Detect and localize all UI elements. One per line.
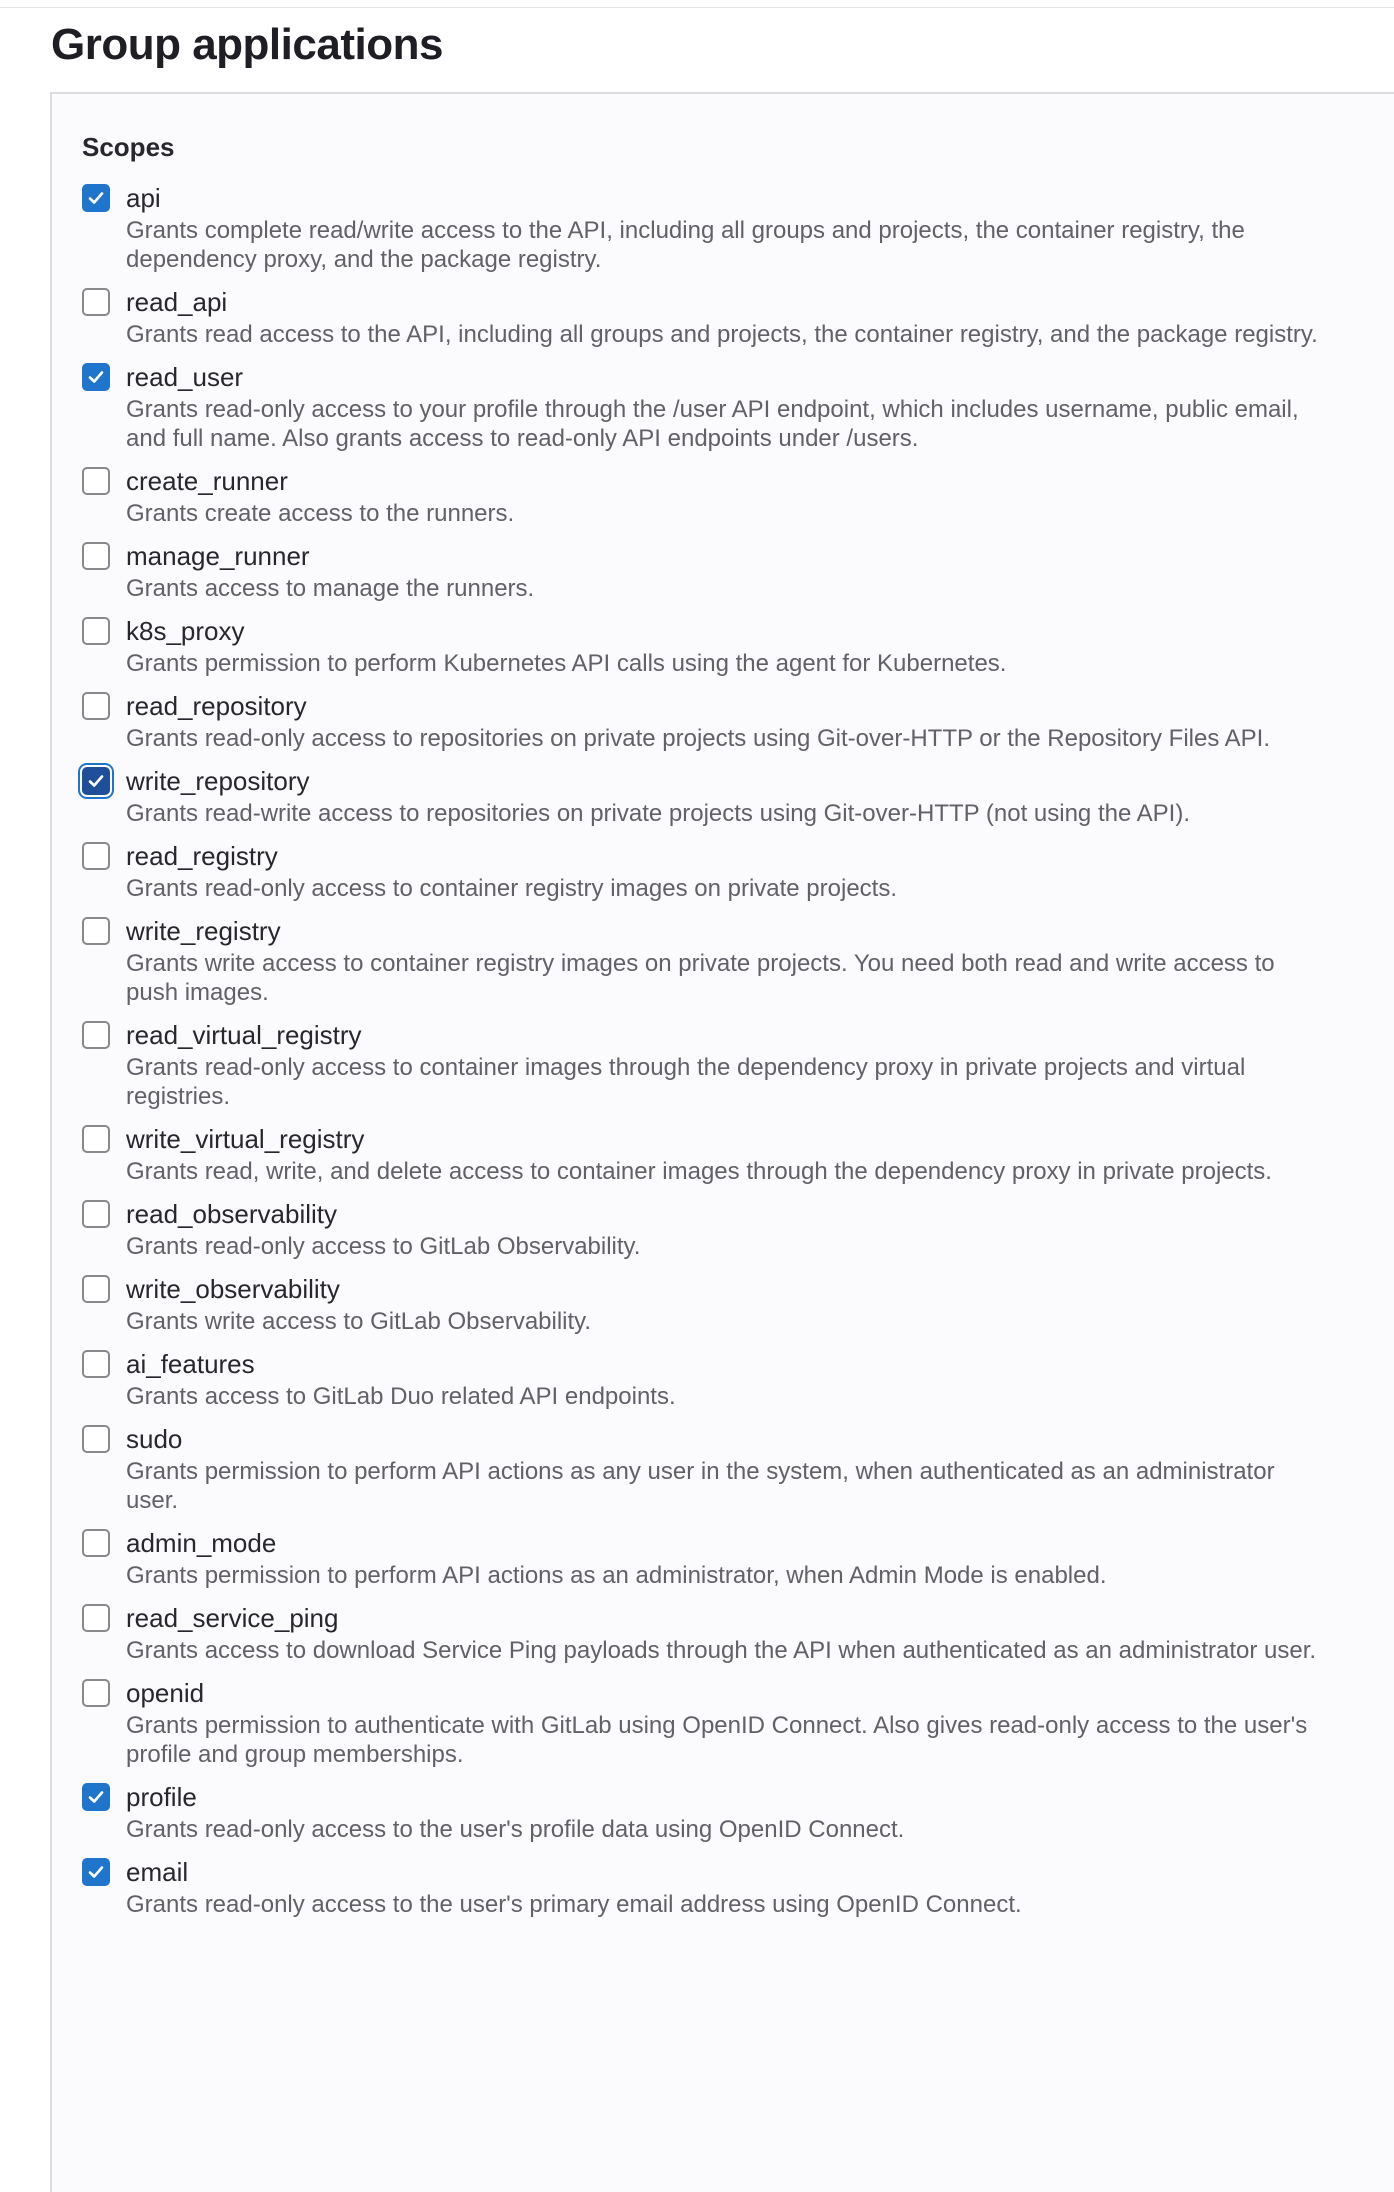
scope-item-ai-features	[82, 1346, 1282, 1411]
checkmark-icon	[86, 367, 106, 387]
scope-checkbox[interactable]	[82, 1604, 110, 1632]
scope-item-sudo	[82, 1421, 1282, 1515]
scope-name[interactable]: read_user	[126, 362, 244, 392]
scope-name[interactable]: profile	[126, 1782, 197, 1812]
scope-item-admin-mode	[82, 1525, 1282, 1590]
scope-name[interactable]: read_registry	[126, 841, 278, 871]
scope-checkbox[interactable]	[82, 1021, 110, 1049]
scope-checkbox[interactable]	[82, 1350, 110, 1378]
scope-description: Grants access to download Service Ping payloads through the API when authenticated as an administrator user.	[126, 1637, 1317, 1664]
scope-checkbox[interactable]	[82, 617, 110, 645]
scope-checkbox[interactable]	[82, 1125, 110, 1153]
scope-checkbox[interactable]	[82, 767, 110, 795]
scopes-label: Scopes	[82, 132, 175, 162]
scope-item-write-virtual-registry	[82, 1121, 1282, 1186]
scope-description: Grants write access to container registry images on private projects. You need both read and write access to push images.	[126, 950, 1275, 1006]
scope-item-write-registry	[82, 913, 1282, 1007]
scope-description: Grants permission to perform Kubernetes API calls using the agent for Kubernetes.	[126, 650, 1007, 677]
scope-item-write-repository	[82, 763, 1282, 828]
scope-checkbox[interactable]	[82, 692, 110, 720]
scope-name[interactable]: read_api	[126, 287, 228, 317]
scope-checkbox[interactable]	[82, 184, 110, 212]
scope-name[interactable]: read_service_ping	[126, 1603, 339, 1633]
scope-list	[82, 180, 1318, 1929]
scope-description: Grants read-only access to your profile through the /user API endpoint, which includes username, public email, and full name. Also grants access to read-only API endpoints under /users.	[126, 396, 1299, 452]
scope-name[interactable]: write_registry	[126, 916, 281, 946]
scope-item-write-observability	[82, 1271, 1282, 1336]
scope-item-email	[82, 1854, 1282, 1919]
scope-description: Grants read access to the API, including all groups and projects, the container registry, and the package registry.	[126, 321, 1318, 348]
scope-name[interactable]: sudo	[126, 1424, 183, 1454]
scope-item-read-api	[82, 284, 1318, 349]
scope-name[interactable]: openid	[126, 1678, 205, 1708]
scope-checkbox[interactable]	[82, 1783, 110, 1811]
scope-checkbox[interactable]	[82, 1200, 110, 1228]
scope-description: Grants write access to GitLab Observability.	[126, 1308, 592, 1335]
scope-item-read-observability	[82, 1196, 1282, 1261]
scope-name[interactable]: email	[126, 1857, 189, 1887]
scope-name[interactable]: admin_mode	[126, 1528, 277, 1558]
scope-checkbox[interactable]	[82, 288, 110, 316]
scope-name[interactable]: write_repository	[126, 766, 310, 796]
scope-name[interactable]: write_virtual_registry	[126, 1124, 365, 1154]
scope-description: Grants read, write, and delete access to container images through the dependency proxy in private projects.	[126, 1158, 1272, 1185]
scope-description: Grants read-only access to container images through the dependency proxy in private projects and virtual registries.	[126, 1054, 1246, 1110]
scope-item-read-registry	[82, 838, 1282, 903]
scope-item-read-repository	[82, 688, 1282, 753]
top-border	[0, 0, 1394, 8]
scope-item-k8s-proxy	[82, 613, 1282, 678]
scope-description: Grants read-only access to the user's primary email address using OpenID Connect.	[126, 1891, 1022, 1918]
scope-description: Grants complete read/write access to the API, including all groups and projects, the container registry, the dependency proxy, and the package registry.	[126, 217, 1245, 273]
scope-checkbox[interactable]	[82, 467, 110, 495]
scope-item-read-user	[82, 359, 1299, 453]
scope-name[interactable]: api	[126, 183, 161, 213]
scope-description: Grants permission to perform API actions as an administrator, when Admin Mode is enabled.	[126, 1562, 1107, 1589]
scope-checkbox[interactable]	[82, 842, 110, 870]
scope-checkbox[interactable]	[82, 542, 110, 570]
scope-checkbox[interactable]	[82, 1529, 110, 1557]
scope-checkbox[interactable]	[82, 1275, 110, 1303]
scope-checkbox[interactable]	[82, 1679, 110, 1707]
scope-description: Grants permission to perform API actions as any user in the system, when authenticated as an administrator user.	[126, 1458, 1275, 1514]
scope-description: Grants read-write access to repositories on private projects using Git-over-HTTP (not using the API).	[126, 800, 1190, 827]
scope-description: Grants read-only access to container registry images on private projects.	[126, 875, 898, 902]
scope-item-read-service-ping	[82, 1600, 1317, 1665]
page-title: Group applications	[51, 20, 443, 69]
scope-description: Grants read-only access to the user's profile data using OpenID Connect.	[126, 1816, 905, 1843]
scope-name[interactable]: read_observability	[126, 1199, 338, 1229]
scope-item-manage-runner	[82, 538, 1282, 603]
checkmark-icon	[86, 188, 106, 208]
scope-item-profile	[82, 1779, 1282, 1844]
scope-name[interactable]: create_runner	[126, 466, 288, 496]
scope-description: Grants access to GitLab Duo related API endpoints.	[126, 1383, 676, 1410]
scope-description: Grants create access to the runners.	[126, 500, 515, 527]
scope-name[interactable]: read_virtual_registry	[126, 1020, 362, 1050]
scope-description: Grants read-only access to GitLab Observability.	[126, 1233, 641, 1260]
scope-item-read-virtual-registry	[82, 1017, 1282, 1111]
scope-name[interactable]: write_observability	[126, 1274, 340, 1304]
scope-checkbox[interactable]	[82, 1858, 110, 1886]
scope-description: Grants permission to authenticate with GitLab using OpenID Connect. Also gives read-only access to the user's profile and group memberships.	[126, 1712, 1308, 1768]
scope-checkbox[interactable]	[82, 363, 110, 391]
scope-name[interactable]: ai_features	[126, 1349, 255, 1379]
scope-name[interactable]: k8s_proxy	[126, 616, 245, 646]
scope-checkbox[interactable]	[82, 917, 110, 945]
scope-item-openid	[82, 1675, 1308, 1769]
scope-item-api	[82, 180, 1282, 274]
scope-name[interactable]: read_repository	[126, 691, 307, 721]
checkmark-icon	[86, 1787, 106, 1807]
scope-item-create-runner	[82, 463, 1282, 528]
checkmark-icon	[86, 771, 106, 791]
scope-checkbox[interactable]	[82, 1425, 110, 1453]
scope-description: Grants access to manage the runners.	[126, 575, 535, 602]
scopes-panel	[50, 92, 1394, 2192]
checkmark-icon	[86, 1862, 106, 1882]
scope-description: Grants read-only access to repositories on private projects using Git-over-HTTP or the Repository Files API.	[126, 725, 1271, 752]
scope-name[interactable]: manage_runner	[126, 541, 310, 571]
